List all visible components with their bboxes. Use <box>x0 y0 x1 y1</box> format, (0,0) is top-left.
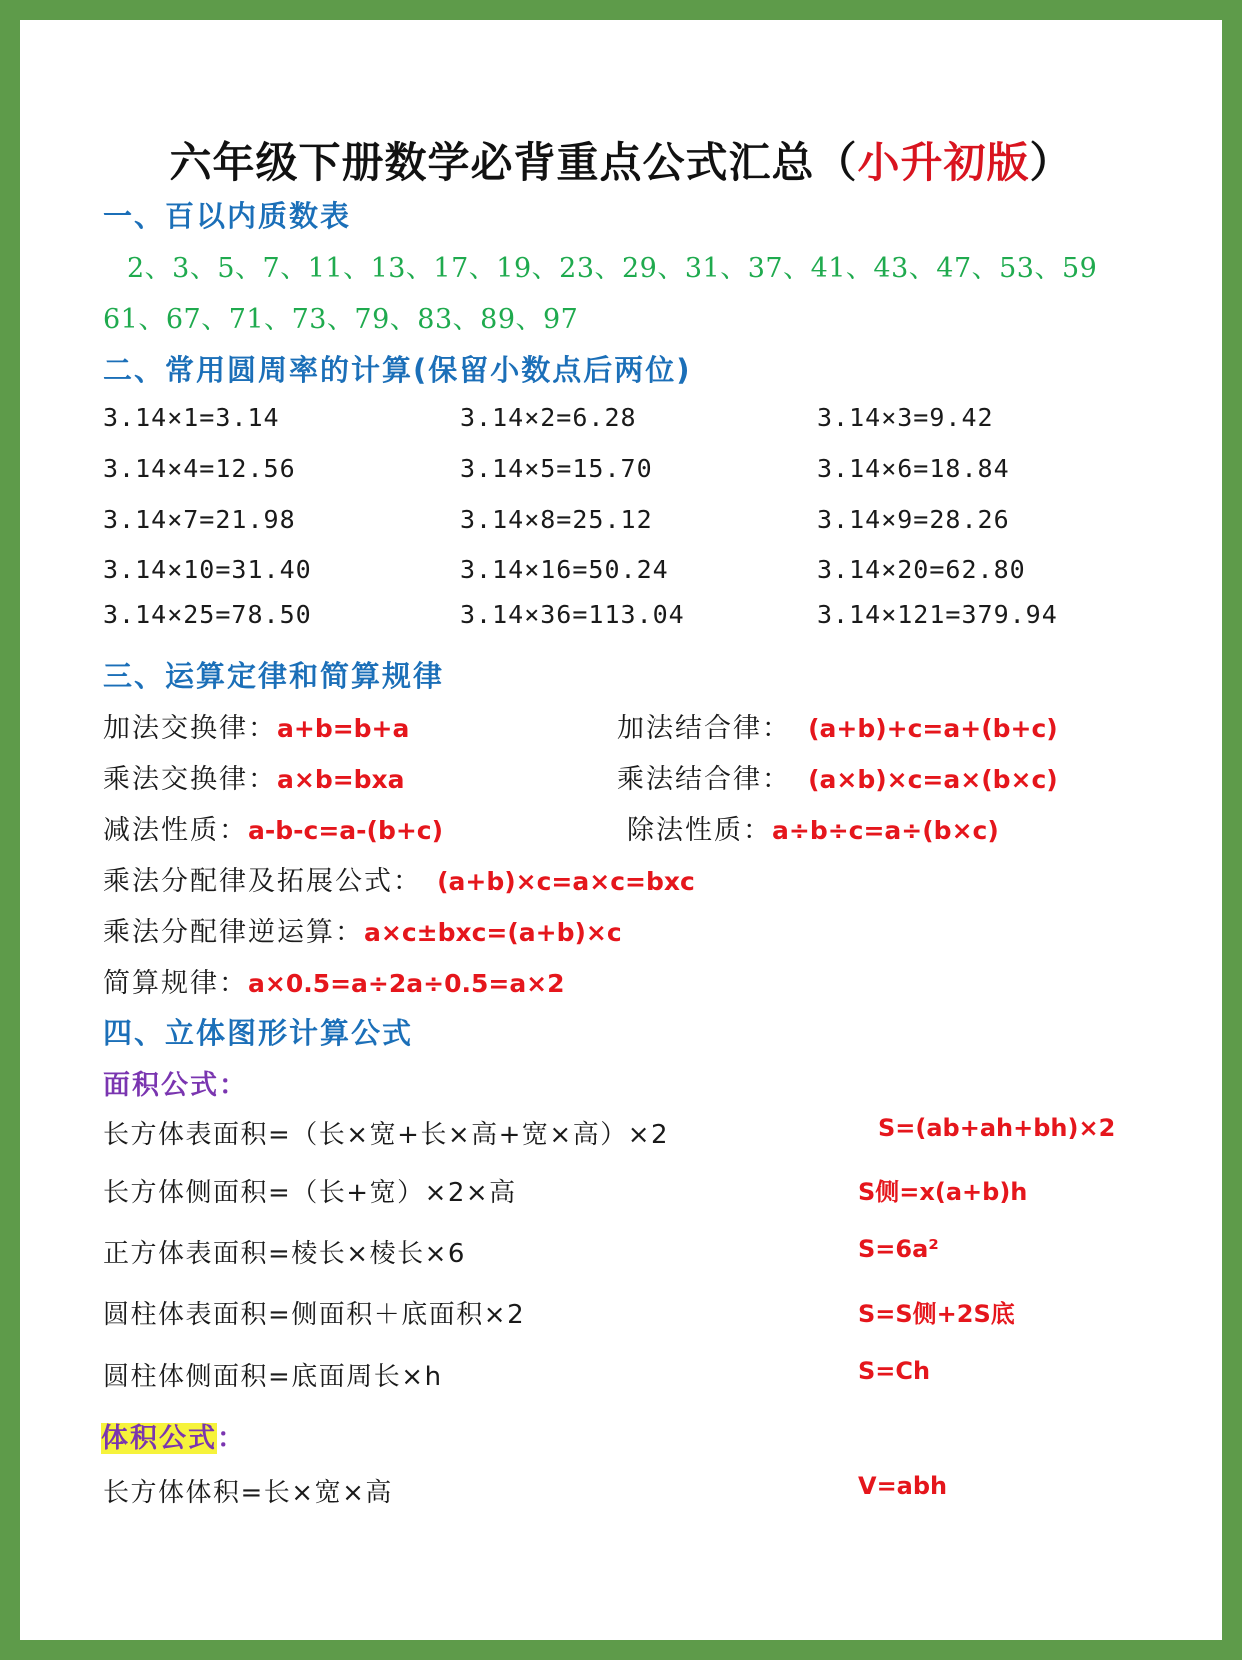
law-formula: a×b=bxa <box>277 765 405 794</box>
volume-heading <box>101 1416 246 1455</box>
law-label: 简算规律： <box>103 968 248 999</box>
law-subtraction-property <box>103 808 443 847</box>
law-formula: a÷b÷c=a÷(b×c) <box>772 816 999 845</box>
law-addition-associative <box>617 706 1058 745</box>
section-heading-primes: 一、百以内质数表 <box>103 199 352 233</box>
area-row-formula: S侧=x(a+b)h <box>858 1178 1028 1206</box>
law-formula: a+b=b+a <box>277 714 410 743</box>
document-sheet <box>20 20 1222 1640</box>
area-row-formula: S=S侧+2S底 <box>858 1300 1015 1328</box>
area-row-formula: S=6a² <box>858 1235 939 1263</box>
pi-cell: 3.14×25=78.50 <box>103 600 312 629</box>
law-simplification <box>103 961 565 1000</box>
volume-row-text: 长方体体积=长×宽×高 <box>103 1478 393 1508</box>
pi-cell: 3.14×10=31.40 <box>103 555 312 584</box>
law-label: 加法交换律： <box>103 713 277 744</box>
law-multiplication-associative <box>617 757 1058 796</box>
law-distributive <box>103 859 695 898</box>
law-distributive-inverse <box>103 910 622 949</box>
pi-cell: 3.14×7=21.98 <box>103 505 296 534</box>
pi-cell: 3.14×20=62.80 <box>817 555 1026 584</box>
area-row-text: 长方体侧面积=（长+宽）×2×高 <box>103 1178 517 1208</box>
primes-line-2: 61、67、71、73、79、83、89、97 <box>103 304 579 335</box>
title-end: ） <box>1029 138 1073 187</box>
law-formula: a×0.5=a÷2a÷0.5=a×2 <box>248 969 565 998</box>
pi-cell: 3.14×6=18.84 <box>817 454 1010 483</box>
pi-cell: 3.14×36=113.04 <box>460 600 685 629</box>
title-main: 六年级下册数学必背重点公式汇总（ <box>169 138 858 187</box>
law-label: 乘法结合律： <box>617 764 791 795</box>
pi-cell: 3.14×4=12.56 <box>103 454 296 483</box>
area-heading: 面积公式： <box>103 1070 248 1101</box>
area-row-text: 正方体表面积=棱长×棱长×6 <box>103 1239 466 1269</box>
section-heading-laws: 三、运算定律和简算规律 <box>103 659 445 693</box>
section-heading-pi: 二、常用圆周率的计算(保留小数点后两位) <box>103 353 692 387</box>
area-row-text: 长方体表面积=（长×宽+长×高+宽×高）×2 <box>103 1120 670 1150</box>
area-row-text: 圆柱体表面积=侧面积＋底面积×2 <box>103 1300 526 1330</box>
law-formula: (a+b)×c=a×c=bxc <box>437 867 695 896</box>
pi-cell: 3.14×16=50.24 <box>460 555 669 584</box>
volume-heading-highlight: 体积公式 <box>101 1423 217 1454</box>
area-row-formula: S=(ab+ah+bh)×2 <box>878 1114 1116 1142</box>
law-formula: (a+b)+c=a+(b+c) <box>808 714 1058 743</box>
volume-row-formula: V=abh <box>858 1472 948 1500</box>
page-title <box>20 130 1222 190</box>
volume-heading-colon: ： <box>217 1423 246 1454</box>
law-label: 加法结合律： <box>617 713 791 744</box>
pi-cell: 3.14×5=15.70 <box>460 454 653 483</box>
area-row-formula: S=Ch <box>858 1357 931 1385</box>
law-label: 乘法交换律： <box>103 764 277 795</box>
law-multiplication-commutative <box>103 757 405 796</box>
law-formula: a×c±bxc=(a+b)×c <box>364 918 622 947</box>
pi-cell: 3.14×121=379.94 <box>817 600 1058 629</box>
area-row-text: 圆柱体侧面积=底面周长×h <box>103 1362 443 1392</box>
pi-cell: 3.14×2=6.28 <box>460 403 637 432</box>
law-formula: a-b-c=a-(b+c) <box>248 816 444 845</box>
pi-cell: 3.14×8=25.12 <box>460 505 653 534</box>
title-highlight: 小升初版 <box>857 138 1030 187</box>
law-label: 乘法分配律及拓展公式： <box>103 866 422 897</box>
primes-line-1: 2、3、5、7、11、13、17、19、23、29、31、37、41、43、47、53、59 <box>127 253 1098 284</box>
pi-cell: 3.14×1=3.14 <box>103 403 280 432</box>
law-formula: (a×b)×c=a×(b×c) <box>808 765 1058 794</box>
law-division-property <box>627 808 999 847</box>
pi-cell: 3.14×3=9.42 <box>817 403 994 432</box>
law-label: 除法性质： <box>627 815 772 846</box>
law-label: 减法性质： <box>103 815 248 846</box>
pi-cell: 3.14×9=28.26 <box>817 505 1010 534</box>
section-heading-solids: 四、立体图形计算公式 <box>103 1016 414 1050</box>
law-addition-commutative <box>103 706 409 745</box>
law-label: 乘法分配律逆运算： <box>103 917 364 948</box>
